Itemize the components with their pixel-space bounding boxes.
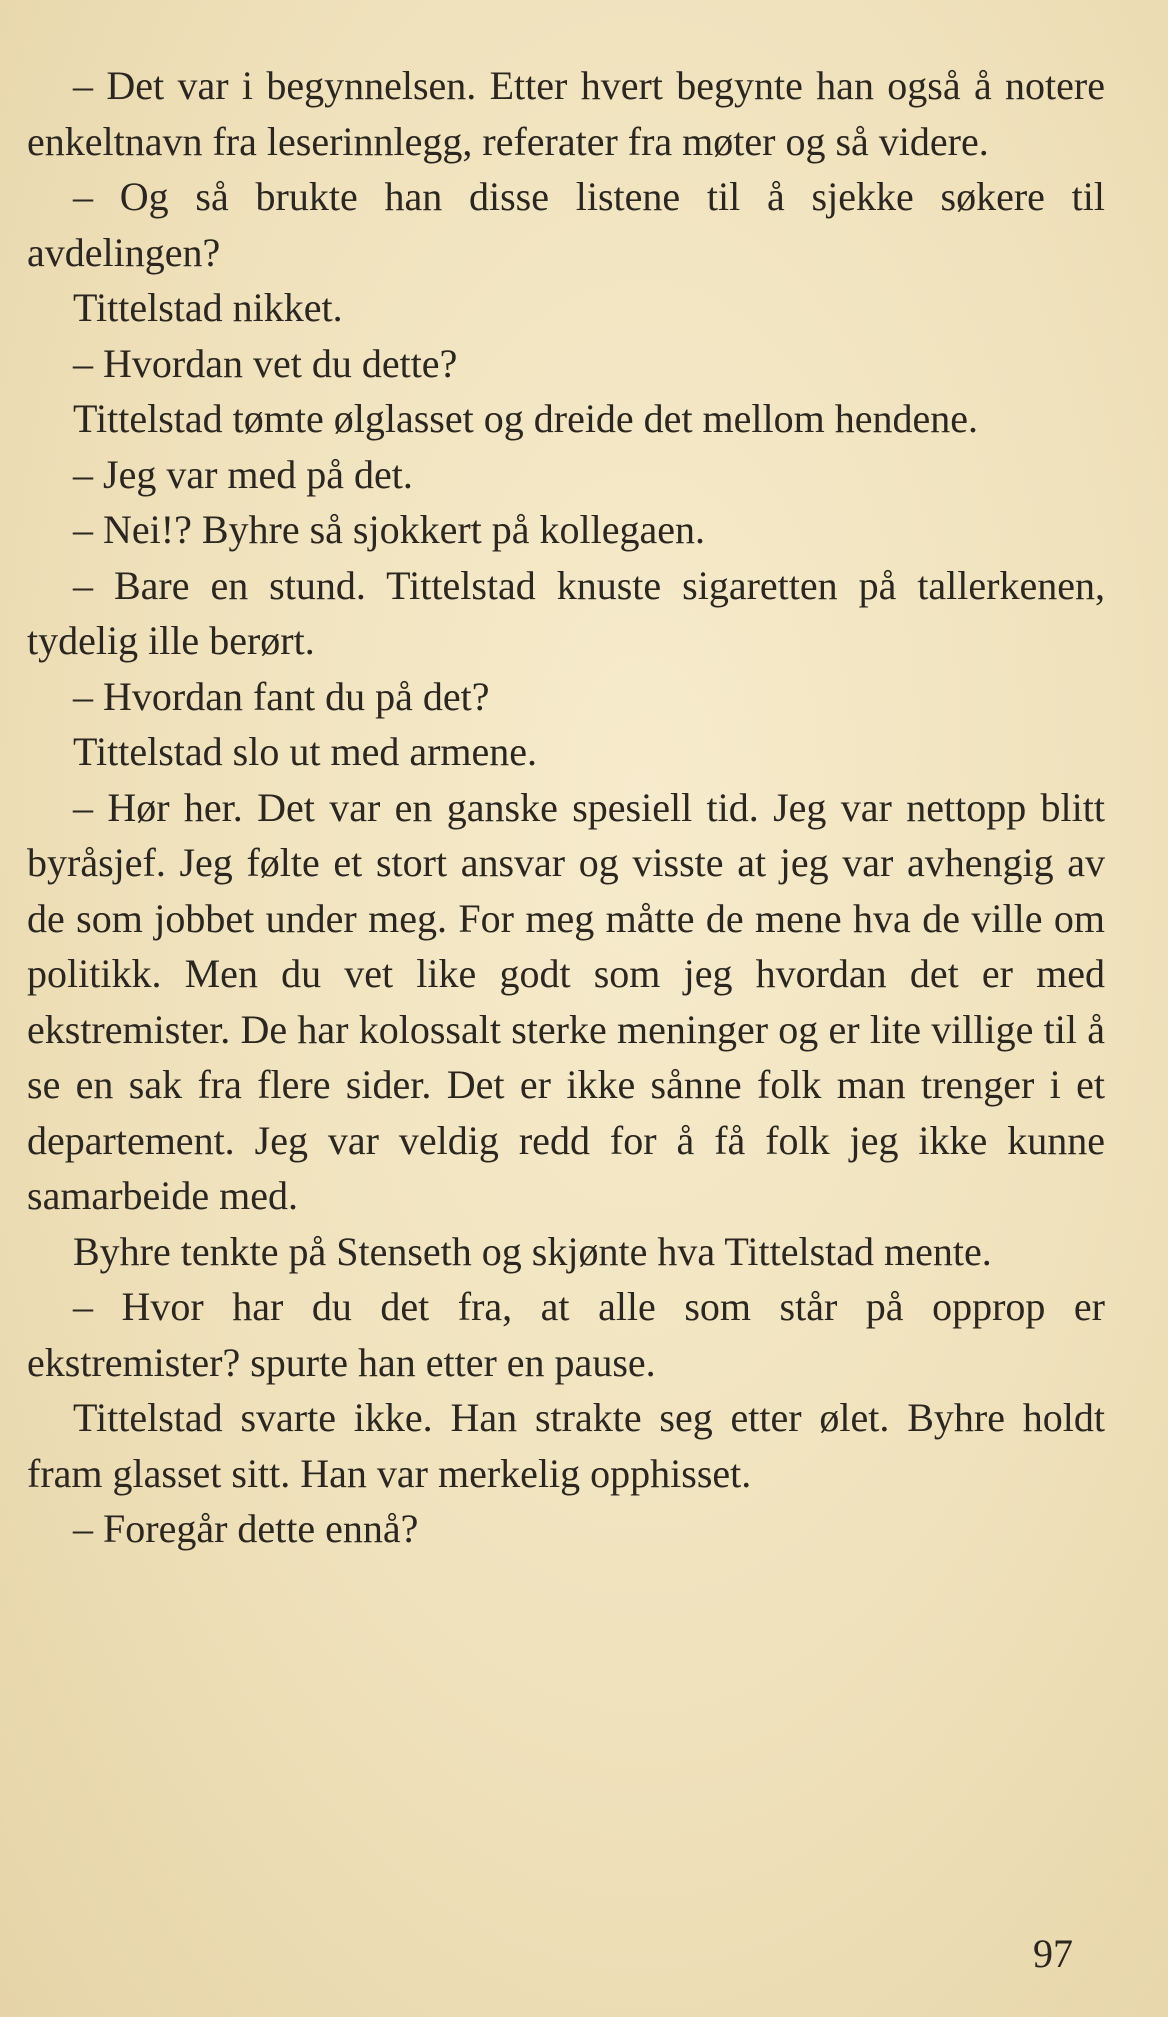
paragraph-5: Tittelstad tømte ølglasset og dreide det mellom hendene. xyxy=(73,396,979,441)
paragraph-9: – Hvordan fant du på det? xyxy=(73,673,490,719)
body-text xyxy=(27,58,1105,1557)
paragraph-1: – Det var i begynnelsen. Etter hvert begynte han også å notere enkeltnavn fra leserinnlegg, referater fra møter og så videre. xyxy=(27,63,1105,164)
paragraph-4: – Hvordan vet du dette? xyxy=(73,340,458,386)
paragraph-11: – Hør her. Det var en ganske spesiell tid. Jeg var nettopp blitt byråsjef. Jeg følte et stort ansvar og visste at jeg var avhengig av de som jobbet under meg. For meg måtte de mene hva de ville om politikk. Men du vet like godt som jeg hvordan det er med ekstremister. De har kolossalt sterke meninger og er lite villige til å se en sak fra flere sider. Det er ikke sånne folk man trenger i et departement. Jeg var veldig redd for å få folk jeg ikke kunne samarbeide med. xyxy=(27,784,1105,1218)
paragraph-6: – Jeg var med på det. xyxy=(73,451,413,497)
paragraph-15: – Foregår dette ennå? xyxy=(73,1506,419,1551)
paragraph-12: Byhre tenkte på Stenseth og skjønte hva Tittelstad mente. xyxy=(73,1228,992,1274)
paragraph-3: Tittelstad nikket. xyxy=(73,285,343,330)
paragraph-7: – Nei!? Byhre så sjokkert på kollegaen. xyxy=(73,507,706,552)
paragraph-14: Tittelstad svarte ikke. Han strakte seg etter ølet. Byhre holdt fram glasset sitt. Han var merkelig opphisset. xyxy=(27,1395,1105,1496)
paragraph-13: – Hvor har du det fra, at alle som står på opprop er ekstremister? spurte han etter en pause. xyxy=(27,1284,1105,1385)
paragraph-8: – Bare en stund. Tittelstad knuste sigaretten på tallerkenen, tydelig ille berørt. xyxy=(27,562,1105,663)
paragraph-2: – Og så brukte han disse listene til å sjekke søkere til avdelingen? xyxy=(27,174,1105,275)
paragraph-10: Tittelstad slo ut med armene. xyxy=(73,729,538,774)
page-number: 97 xyxy=(1033,1931,1073,1976)
